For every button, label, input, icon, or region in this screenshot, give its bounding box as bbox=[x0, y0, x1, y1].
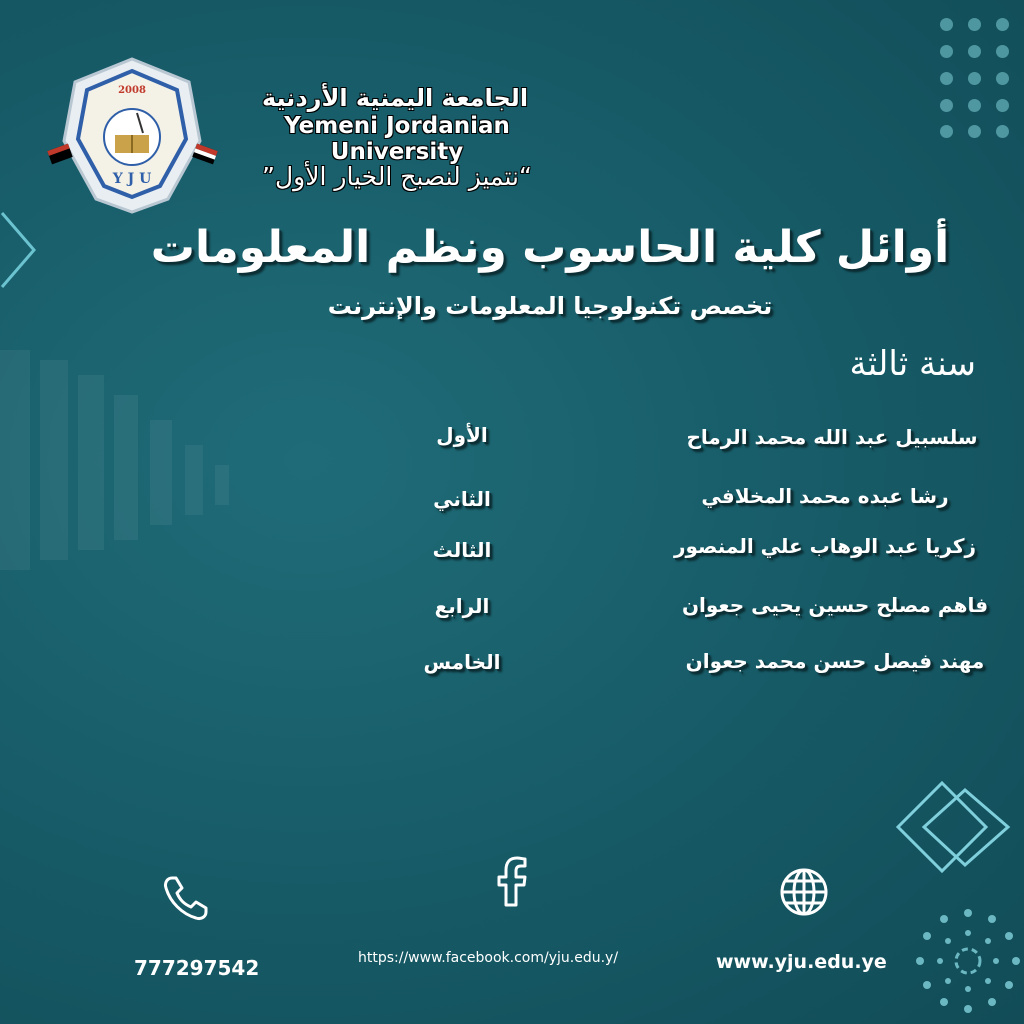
ranking-name: رشا عبده محمد المخلافي bbox=[701, 484, 949, 508]
phone-icon bbox=[160, 872, 216, 922]
chevron-decoration-icon bbox=[0, 205, 40, 295]
ranking-position: الأول bbox=[436, 423, 488, 447]
ranking-name: زكريا عبد الوهاب علي المنصور bbox=[674, 534, 976, 558]
facebook-icon[interactable] bbox=[494, 855, 530, 909]
ranking-name: مهند فيصل حسن محمد جعوان bbox=[685, 649, 985, 673]
slogan: “نتميز لنصبح الخيار الأول” bbox=[262, 162, 532, 191]
ranking-position: الرابع bbox=[434, 594, 490, 618]
university-logo bbox=[45, 55, 220, 215]
phone-number[interactable]: 777297542 bbox=[134, 956, 260, 980]
ranking-name: فاهم مصلح حسين يحيى جعوان bbox=[681, 593, 989, 617]
ranking-name: سلسبيل عبد الله محمد الرماح bbox=[686, 425, 978, 449]
facebook-link[interactable]: https://www.facebook.com/yju.edu.y/ bbox=[358, 950, 619, 966]
dotted-circle-decoration-icon bbox=[912, 905, 1024, 1017]
globe-icon[interactable] bbox=[778, 866, 830, 918]
year-label: سنة ثالثة bbox=[849, 344, 976, 384]
ranking-position: الثالث bbox=[432, 538, 492, 562]
university-name-arabic: الجامعة اليمنية الأردنية bbox=[261, 84, 529, 112]
website-link[interactable]: www.yju.edu.ye bbox=[716, 951, 887, 973]
svg-text:Y J U: Y J U bbox=[112, 171, 152, 187]
university-name-english: Yemeni Jordanian University bbox=[284, 113, 510, 165]
ranking-position: الثاني bbox=[433, 487, 491, 511]
diamond-decoration-icon bbox=[890, 775, 1020, 885]
svg-text:2008: 2008 bbox=[118, 85, 146, 96]
ranking-position: الخامس bbox=[423, 650, 501, 674]
page-subtitle: تخصص تكنولوجيا المعلومات والإنترنت bbox=[327, 292, 773, 320]
page-title: أوائل كلية الحاسوب ونظم المعلومات bbox=[150, 222, 950, 273]
